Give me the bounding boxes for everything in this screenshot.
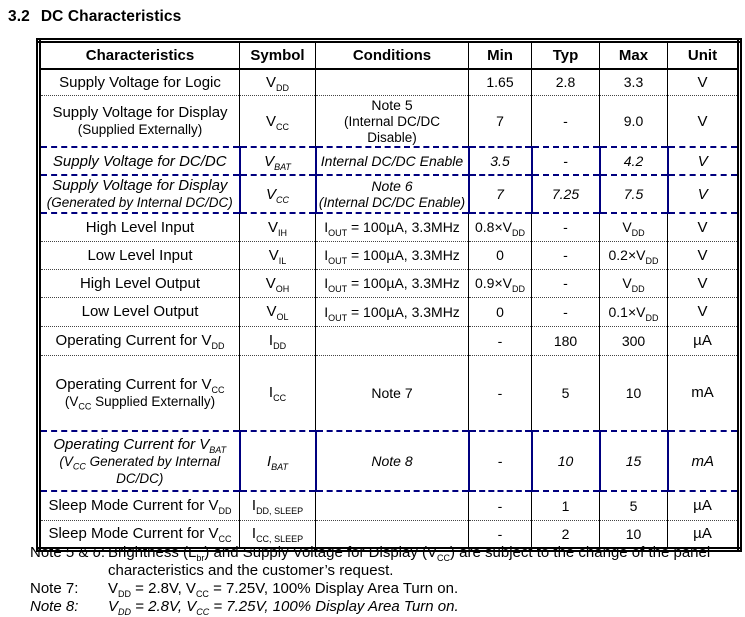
cell-min: -	[469, 355, 532, 431]
table-row	[39, 147, 740, 175]
table-row	[39, 96, 740, 148]
cell-max: 5	[600, 491, 668, 520]
column-header-symbol: Symbol	[240, 41, 316, 69]
cell-conditions: $I_{OUT} = 100\mu A$, 3.3MHz	[316, 269, 469, 297]
dc-characteristics-table	[36, 38, 742, 552]
cell-min: 7	[469, 96, 532, 148]
cell-unit: V	[668, 269, 740, 297]
cell-min: -	[469, 326, 532, 355]
cell-characteristics: Operating Current for $V_{DD}$	[39, 326, 240, 355]
cell-characteristics: Low Level Output	[39, 297, 240, 326]
note-item	[30, 598, 738, 616]
cell-characteristics: High Level Output	[39, 269, 240, 297]
cell-unit: µA	[668, 491, 740, 520]
cell-max: $V_{DD}$	[600, 213, 668, 241]
table-header	[39, 41, 740, 69]
cell-typ: 1	[532, 491, 600, 520]
cell-typ: -	[532, 213, 600, 241]
cell-min: -	[469, 431, 532, 491]
cell-symbol: $I_{DD, SLEEP}$	[240, 491, 316, 520]
cell-unit: V	[668, 241, 740, 269]
note-label: Note 5 & 6:	[30, 544, 106, 561]
cell-symbol: $V_{IL}$	[240, 241, 316, 269]
cell-conditions: $I_{OUT} = 100\mu A$, 3.3MHz	[316, 297, 469, 326]
cell-characteristics: Operating Current for $V_{BAT}$ ($V_{CC}$ Generated by Internal DC/DC)	[39, 431, 240, 491]
header-row	[39, 41, 740, 69]
cell-characteristics: Sleep Mode Current for $V_{DD}$	[39, 491, 240, 520]
cell-typ: 10	[532, 431, 600, 491]
column-header-conditions: Conditions	[316, 41, 469, 69]
notes-section	[30, 544, 738, 616]
cell-min: -	[469, 520, 532, 549]
cell-symbol: $V_{OH}$	[240, 269, 316, 297]
cell-characteristics: Supply Voltage for Logic	[39, 69, 240, 96]
cell-max: $0.2\times V_{DD}$	[600, 241, 668, 269]
cell-conditions: Note 5 (Internal DC/DC Disable)	[316, 96, 469, 148]
table-row	[39, 297, 740, 326]
cell-typ: -	[532, 241, 600, 269]
table-row	[39, 355, 740, 431]
cell-symbol: $V_{OL}$	[240, 297, 316, 326]
cell-unit: V	[668, 96, 740, 148]
cell-characteristics: Supply Voltage for Display (Generated by Internal DC/DC)	[39, 175, 240, 213]
table-row	[39, 269, 740, 297]
cell-min: 0	[469, 297, 532, 326]
cell-symbol: $V_{CC}$	[240, 175, 316, 213]
table-row	[39, 69, 740, 96]
note-body: $V_{DD} = 2.8V$, $V_{CC} = 7.25V$, 100% Display Area Turn on.	[108, 580, 459, 599]
cell-conditions: Note 7	[316, 355, 469, 431]
cell-typ: -	[532, 147, 600, 175]
cell-conditions	[316, 326, 469, 355]
cell-min: -	[469, 491, 532, 520]
section-number: 3.2	[8, 8, 30, 25]
cell-max: 9.0	[600, 96, 668, 148]
table-row	[39, 241, 740, 269]
cell-conditions: $I_{OUT} = 100\mu A$, 3.3MHz	[316, 241, 469, 269]
cell-characteristics: Supply Voltage for DC/DC	[39, 147, 240, 175]
note-body: Brightness $(L_{br})$ and Supply Voltage for Display $(V_{CC})$ are subject to the change of the panel characteristics and the customer’s request.	[108, 544, 711, 579]
cell-max: $0.1\times V_{DD}$	[600, 297, 668, 326]
note-item	[30, 544, 738, 580]
cell-conditions	[316, 491, 469, 520]
cell-min: $0.9\times V_{DD}$	[469, 269, 532, 297]
cell-typ: -	[532, 269, 600, 297]
table-row	[39, 431, 740, 491]
note-label: Note 8:	[30, 598, 79, 615]
cell-max: 10	[600, 520, 668, 549]
cell-characteristics: Sleep Mode Current for $V_{CC}$	[39, 520, 240, 549]
cell-max: 10	[600, 355, 668, 431]
cell-max: 15	[600, 431, 668, 491]
cell-typ: 180	[532, 326, 600, 355]
cell-unit: V	[668, 297, 740, 326]
column-header-characteristics: Characteristics	[39, 41, 240, 69]
section-title	[8, 8, 181, 26]
table-row	[39, 175, 740, 213]
table-row	[39, 213, 740, 241]
cell-symbol: $I_{BAT}$	[240, 431, 316, 491]
cell-characteristics: High Level Input	[39, 213, 240, 241]
cell-unit: mA	[668, 355, 740, 431]
cell-min: 1.65	[469, 69, 532, 96]
cell-max: 4.2	[600, 147, 668, 175]
cell-min: 7	[469, 175, 532, 213]
cell-symbol: $V_{DD}$	[240, 69, 316, 96]
cell-typ: 2.8	[532, 69, 600, 96]
cell-typ: 2	[532, 520, 600, 549]
cell-symbol: $I_{DD}$	[240, 326, 316, 355]
cell-max: 3.3	[600, 69, 668, 96]
cell-symbol: $I_{CC}$	[240, 355, 316, 431]
cell-unit: V	[668, 175, 740, 213]
column-header-min: Min	[469, 41, 532, 69]
cell-max: 7.5	[600, 175, 668, 213]
cell-typ: 5	[532, 355, 600, 431]
cell-max: 300	[600, 326, 668, 355]
cell-conditions: Note 8	[316, 431, 469, 491]
cell-unit: V	[668, 147, 740, 175]
column-header-unit: Unit	[668, 41, 740, 69]
section-heading: DC Characteristics	[40, 8, 182, 25]
table-container	[36, 38, 742, 552]
table-row	[39, 326, 740, 355]
cell-max: $V_{DD}$	[600, 269, 668, 297]
cell-characteristics: Low Level Input	[39, 241, 240, 269]
cell-typ: -	[532, 297, 600, 326]
cell-characteristics: Supply Voltage for Display (Supplied Externally)	[39, 96, 240, 148]
cell-characteristics: Operating Current for $V_{CC}$ ($V_{CC}$ Supplied Externally)	[39, 355, 240, 431]
cell-conditions: Internal DC/DC Enable	[316, 147, 469, 175]
note-item	[30, 580, 738, 598]
note-body: $V_{DD} = 2.8V$, $V_{CC} = 7.25V$, 100% Display Area Turn on.	[108, 598, 459, 617]
note-label: Note 7:	[30, 580, 79, 597]
cell-symbol: $V_{IH}$	[240, 213, 316, 241]
cell-conditions: Note 6 (Internal DC/DC Enable)	[316, 175, 469, 213]
cell-unit: mA	[668, 431, 740, 491]
cell-symbol: $V_{CC}$	[240, 96, 316, 148]
cell-min: $0.8\times V_{DD}$	[469, 213, 532, 241]
cell-typ: -	[532, 96, 600, 148]
cell-unit: V	[668, 69, 740, 96]
cell-unit: µA	[668, 326, 740, 355]
table-body	[39, 69, 740, 550]
cell-typ: 7.25	[532, 175, 600, 213]
table-row	[39, 491, 740, 520]
cell-unit: V	[668, 213, 740, 241]
cell-symbol: $V_{BAT}$	[240, 147, 316, 175]
column-header-typ: Typ	[532, 41, 600, 69]
cell-conditions: $I_{OUT} = 100\mu A$, 3.3MHz	[316, 213, 469, 241]
cell-symbol: $I_{CC, SLEEP}$	[240, 520, 316, 549]
cell-conditions	[316, 69, 469, 96]
cell-unit: µA	[668, 520, 740, 549]
column-header-max: Max	[600, 41, 668, 69]
cell-min: 0	[469, 241, 532, 269]
cell-min: 3.5	[469, 147, 532, 175]
